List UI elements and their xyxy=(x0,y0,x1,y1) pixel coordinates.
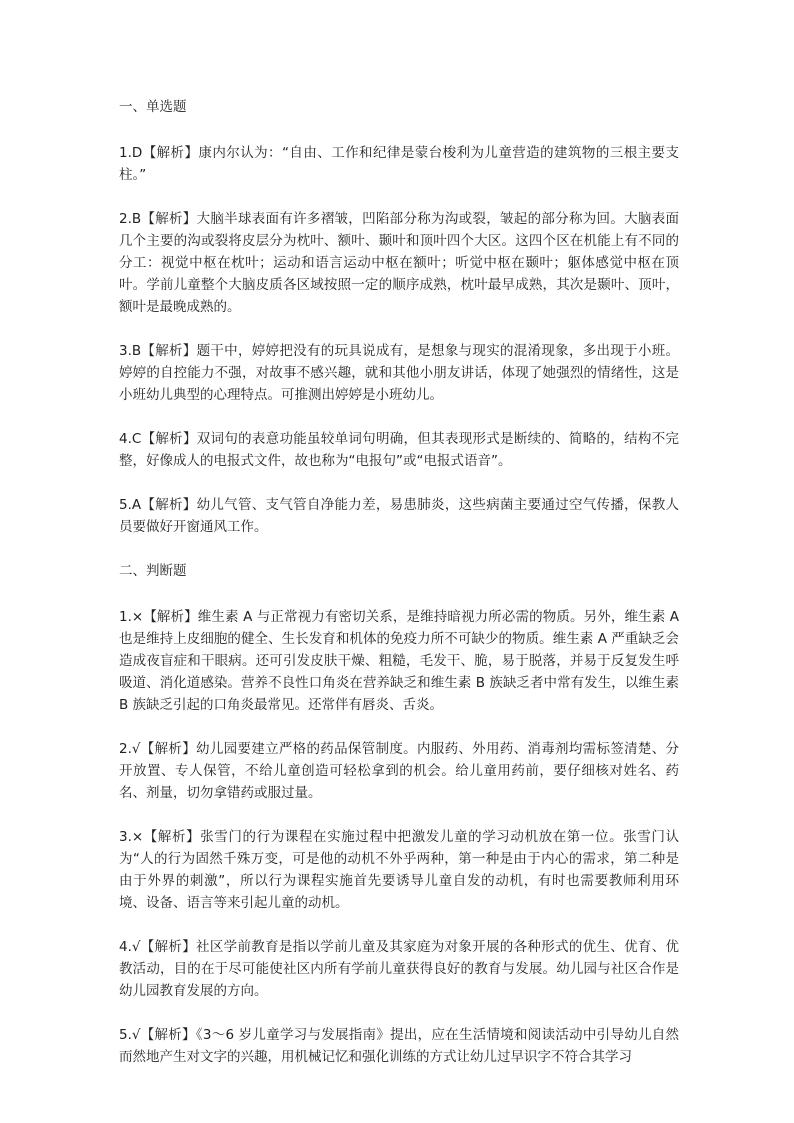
answer-item-true-false-1: 1.×【解析】维生素 A 与正常视力有密切关系，是维持暗视力所必需的物质。另外，维生素 A 也是维持上皮细胞的健全、生长发育和机体的免疫力所不可缺少的物质。维生素 A 严重缺乏会造成夜盲症和干眼病。还可引发皮肤干燥、粗糙，毛发干、脆，易于脱落，并易于反复发生呼吸道、消化道感染。营养不良性口角炎在营养缺乏和维生素 B 族缺乏者中常有发生，以维生素 B 族缺乏引起的口角炎最常见。还常伴有唇炎、舌炎。 xyxy=(119,609,679,713)
answer-item-true-false-4: 4.√【解析】社区学前教育是指以学前儿童及其家庭为对象开展的各种形式的优生、优育、优教活动，目的在于尽可能使社区内所有学前儿童获得良好的教育与发展。幼儿园与社区合作是幼儿园教育发展的方向。 xyxy=(119,939,679,999)
answer-item-single-choice-4: 4.C【解析】双词句的表意功能虽较单词句明确，但其表现形式是断续的、简略的，结构不完整，好像成人的电报式文件，故也称为“电报句”或“电报式语音”。 xyxy=(119,431,679,469)
document-page xyxy=(119,96,679,1068)
answer-item-single-choice-2: 2.B【解析】大脑半球表面有许多褶皱，凹陷部分称为沟或裂，皱起的部分称为回。大脑表面几个主要的沟或裂将皮层分为枕叶、额叶、颞叶和顶叶四个大区。这四个区在机能上有不同的分工：视觉中枢在枕叶；运动和语言运动中枢在额叶；听觉中枢在颞叶；躯体感觉中枢在顶叶。学前儿童整个大脑皮质各区域按照一定的顺序成熟，枕叶最早成熟，其次是颞叶、顶叶，额叶是最晚成熟的。 xyxy=(119,211,679,315)
answer-item-single-choice-3: 3.B【解析】题干中，婷婷把没有的玩具说成有，是想象与现实的混淆现象，多出现于小班。婷婷的自控能力不强，对故事不感兴趣，就和其他小朋友讲话，体现了她强烈的情绪性，这是小班幼儿典型的心理特点。可推测出婷婷是小班幼儿。 xyxy=(119,343,679,403)
answer-item-true-false-3: 3.×【解析】张雪门的行为课程在实施过程中把激发儿童的学习动机放在第一位。张雪门认为“人的行为固然千殊万变，可是他的动机不外乎两种，第一种是由于内心的需求，第二种是由于外界的刺激”，所以行为课程实施首先要诱导儿童自发的动机，有时也需要教师利用环境、设备、语言等来引起儿童的动机。 xyxy=(119,829,679,911)
answer-item-true-false-2: 2.√【解析】幼儿园要建立严格的药品保管制度。内服药、外用药、消毒剂均需标签清楚、分开放置、专人保管，不给儿童创造可轻松拿到的机会。给儿童用药前，要仔细核对姓名、药名、剂量，切勿拿错药或服过量。 xyxy=(119,741,679,801)
section-title-single-choice: 一、单选题 xyxy=(119,99,187,115)
answer-item-single-choice-5: 5.A【解析】幼儿气管、支气管自净能力差，易患肺炎，这些病菌主要通过空气传播，保教人员要做好开窗通风工作。 xyxy=(119,497,679,535)
answer-item-true-false-5: 5.√【解析】《3～6 岁儿童学习与发展指南》提出，应在生活情境和阅读活动中引导幼儿自然而然地产生对文字的兴趣，用机械记忆和强化训练的方式让幼儿过早识字不符合其学习 xyxy=(119,1027,679,1065)
section-title-true-false: 二、判断题 xyxy=(119,563,187,579)
answer-item-single-choice-1: 1.D【解析】康内尔认为：“自由、工作和纪律是蒙台梭利为儿童营造的建筑物的三根主要支柱。” xyxy=(119,145,679,183)
